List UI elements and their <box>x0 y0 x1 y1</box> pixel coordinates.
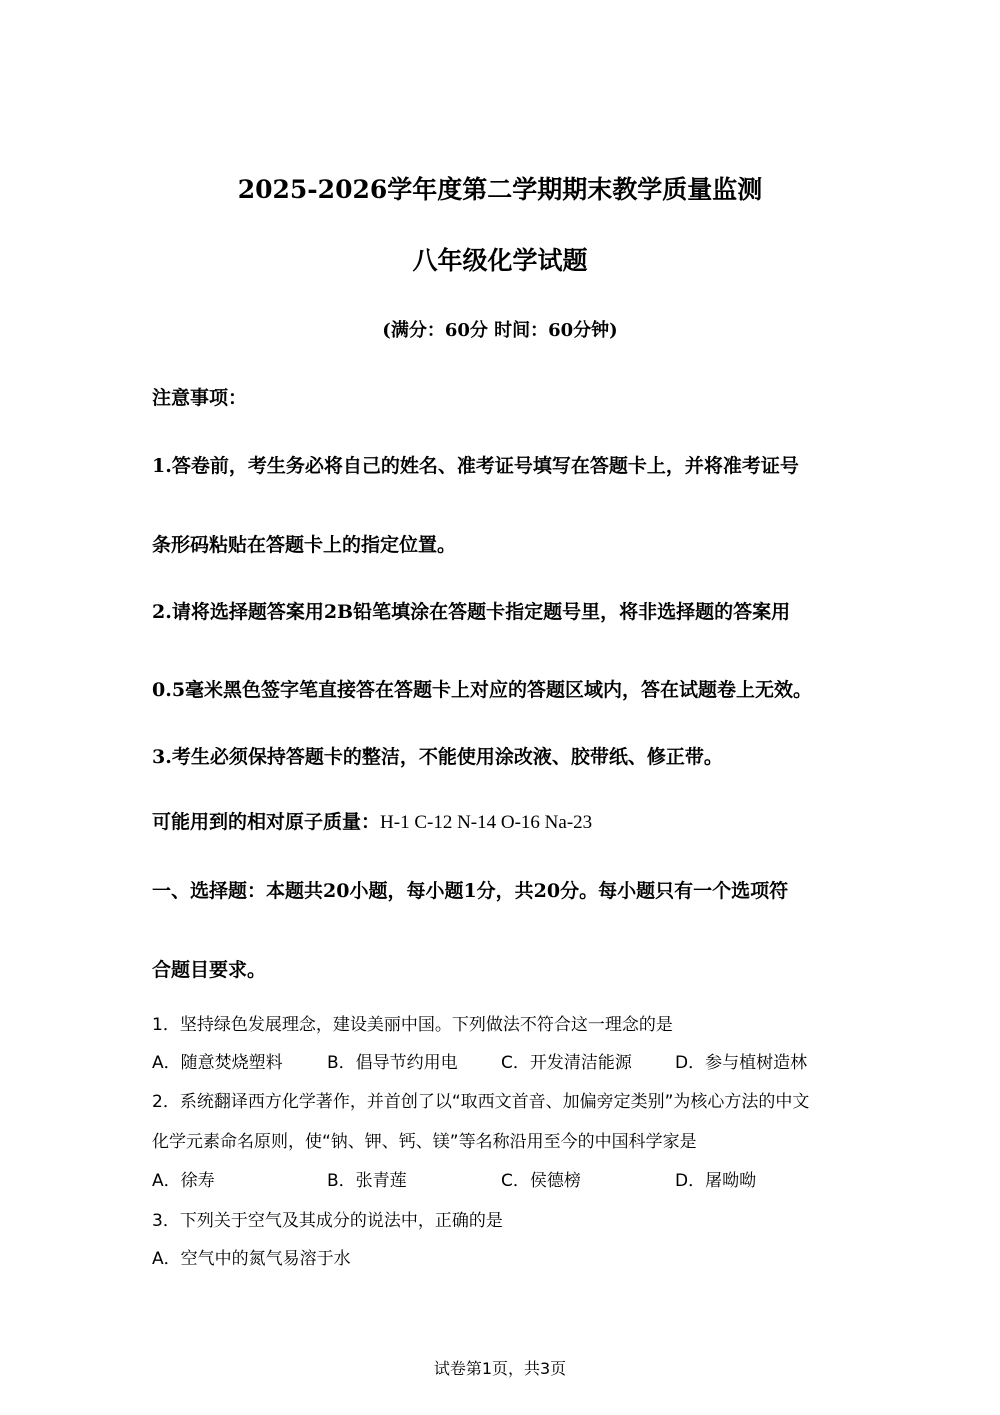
question-1-option-a: A．随意焚烧塑料 <box>152 1053 283 1073</box>
exam-subtitle: 八年级化学试题 <box>412 246 588 275</box>
question-2-stem-line-1: 2．系统翻译西方化学著作，并首创了以“取西文首音、加偏旁定类别”为核心方法的中文 <box>152 1092 810 1112</box>
page-footer: 试卷第1页，共3页 <box>433 1359 567 1378</box>
notice-item-1-line-1: 1.答卷前，考生务必将自己的姓名、准考证号填写在答题卡上，并将准考证号 <box>152 455 799 477</box>
question-1-stem: 1．坚持绿色发展理念，建设美丽中国。下列做法不符合这一理念的是 <box>152 1015 673 1035</box>
question-3-stem: 3．下列关于空气及其成分的说法中，正确的是 <box>152 1211 503 1231</box>
question-2-option-b: B．张青莲 <box>327 1171 407 1191</box>
question-2-option-c: C．侯德榜 <box>501 1171 581 1191</box>
question-2-option-d: D．屠呦呦 <box>675 1171 757 1191</box>
atomic-mass-label: 可能用到的相对原子质量： <box>152 811 381 833</box>
notice-item-3: 3.考生必须保持答题卡的整洁，不能使用涂改液、胶带纸、修正带。 <box>152 746 723 768</box>
notice-heading: 注意事项： <box>152 387 248 409</box>
atomic-mass-line <box>152 807 592 834</box>
question-1-option-d: D．参与植树造林 <box>675 1053 808 1073</box>
notice-item-2-line-1: 2.请将选择题答案用2B铅笔填涂在答题卡指定题号里，将非选择题的答案用 <box>152 601 791 623</box>
exam-info: (满分：60分 时间：60分钟) <box>382 320 618 341</box>
notice-item-1-line-2: 条形码粘贴在答题卡上的指定位置。 <box>152 534 457 556</box>
section-heading-line-1: 一、选择题：本题共20小题，每小题1分，共20分。每小题只有一个选项符 <box>152 880 789 902</box>
question-1-option-b: B．倡导节约用电 <box>327 1053 458 1073</box>
notice-item-2-line-2: 0.5毫米黑色签字笔直接答在答题卡上对应的答题区域内，答在试题卷上无效。 <box>152 679 813 701</box>
question-2-stem-line-2: 化学元素命名原则，使“钠、钾、钙、镁”等名称沿用至今的中国科学家是 <box>152 1132 697 1152</box>
question-3-option-a: A．空气中的氮气易溶于水 <box>152 1249 351 1269</box>
question-2-option-a: A．徐寿 <box>152 1171 215 1191</box>
section-heading-line-2: 合题目要求。 <box>152 959 267 981</box>
atomic-mass-values: H-1 C-12 N-14 O-16 Na-23 <box>380 812 593 833</box>
exam-title: 2025-2026学年度第二学期期末教学质量监测 <box>237 175 763 204</box>
question-1-option-c: C．开发清洁能源 <box>501 1053 632 1073</box>
